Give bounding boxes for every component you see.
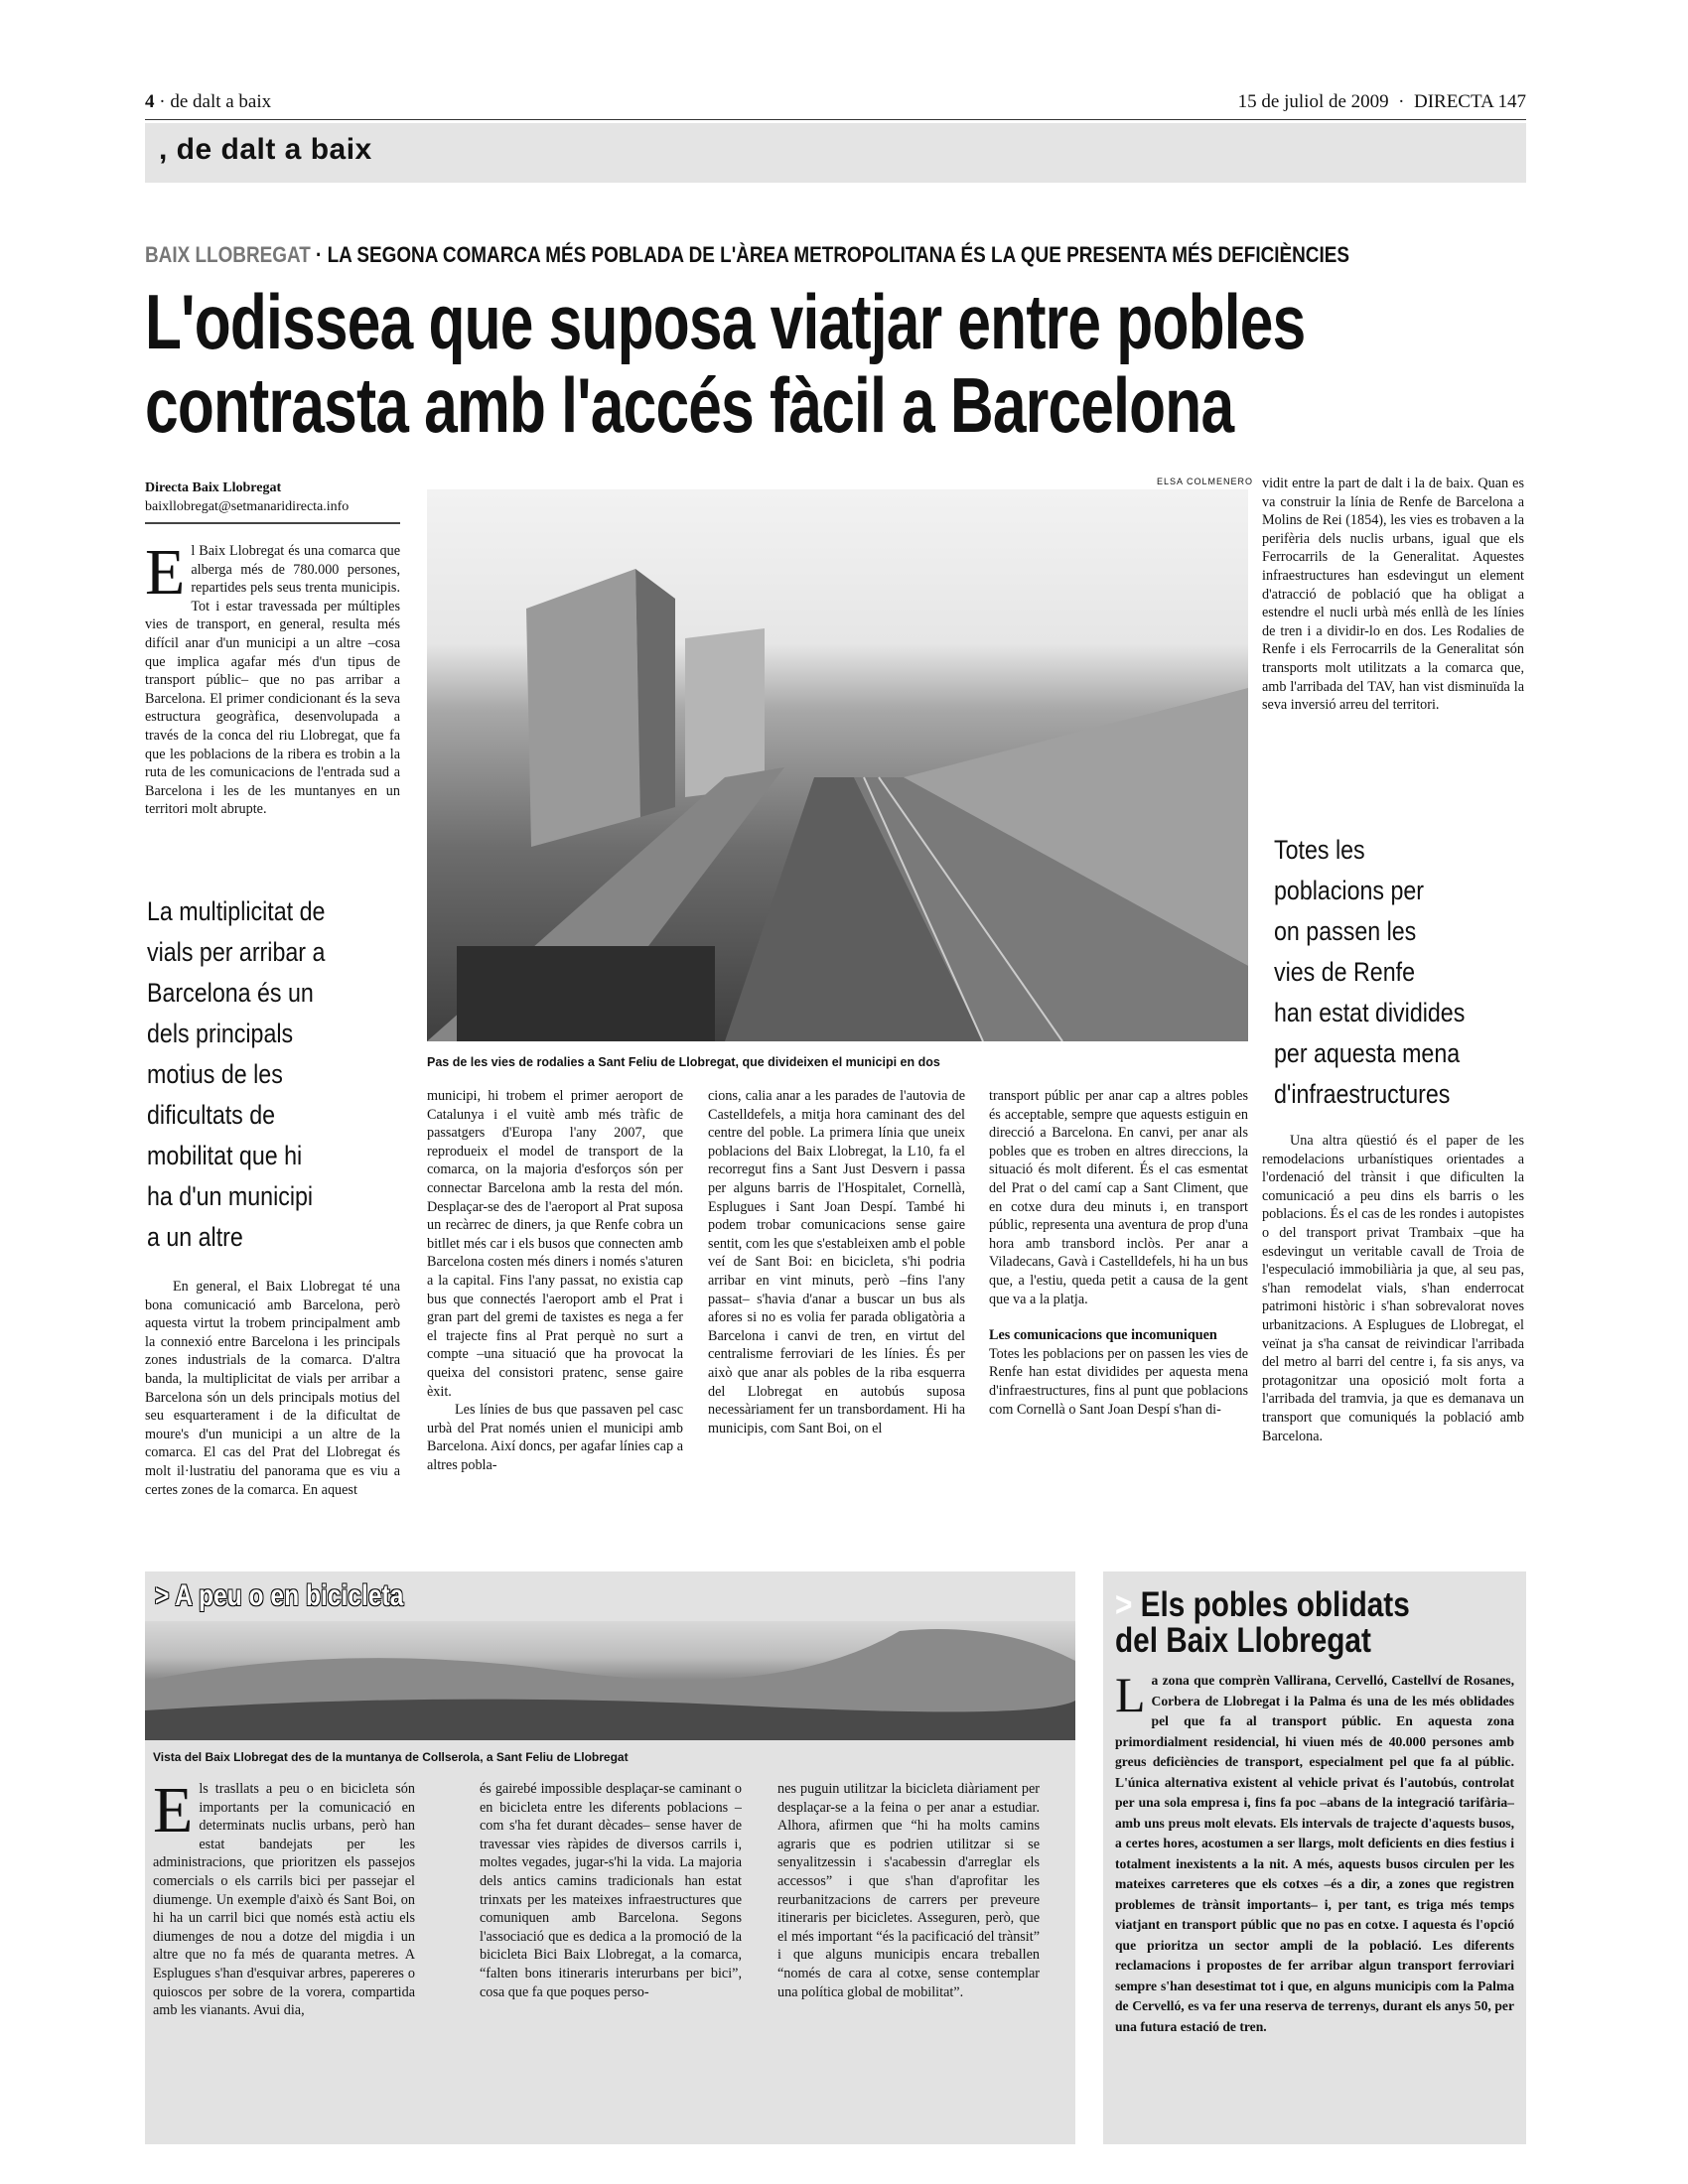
drop-cap: L [1115,1671,1146,1722]
paragraph: a zona que comprèn Vallirana, Cervelló, Castellví de Rosanes, Corbera de Llobregat i la Palma és una de les més oblidades pel que fa al transport públic. En aquesta zona primordialment residencial, hi viuen més de 40.000 persones amb greus deficiències de transport, especialment pel que fa al públic. L'única alternativa existent al vehicle privat és l'autobús, controlat per una sola empresa i, fins fa poc –abans de la integració tarifària– amb uns preus molt elevats. Els intervals de trajecte d'aquests busos, a certes hores, acostumen a ser llargs, molt deficients en dies festius i totalment inexistents a la nit. A més, aquests busos circulen per les mateixes carreteres que els cotxes –és a dir, a zones que registren problemes de trànsit importants– i, per tant, es triga més temps viatjant en transport públic que no pas en cotxe. I aquesta és l'opció que prioritza un sector ampli de la població. Les diferents reclamacions i propostes de fer arribar algun transport ferroviari sempre s'han desestimat tot i que, en alguns municipis com la Palma de Cervelló, es va fer una reserva de terrenys, durant els anys 50, per una futura estació de tren. [1115,1673,1514,2034]
pullquote-line: La multiplicitat de [147,896,326,926]
panorama-photo [145,1621,1075,1740]
article-col3 [708,1087,965,1544]
section-band [145,123,1526,183]
headline [145,280,1515,447]
article-col4 [989,1087,1248,1544]
article-col2 [427,1087,683,1544]
pullquote-line: dels principals [147,1019,294,1048]
landscape-image [145,1621,1075,1740]
paragraph: municipi, hi trobem el primer aeroport de Catalunya i el vuitè amb més tràfic de passatgers d'Europa l'any 2007, que reprodueix el model de transport de la comarca, on la majoria d'esforços són per connectar Barcelona amb la resta del món. Desplaçar-se des de l'aeroport al Prat suposa un recàrrec de diners, ja que Renfe cobra un bitllet més car i els busos que connecten amb Barcelona costen més diners i només s'aturen a la capital. Fins l'any passat, no existia cap bus que connectés l'aeroport amb el Prat i gran part del gremi de taxistes es nega a fer el trajecte fins al Prat perquè no surt a compte –una situació que ha provocat la queixa del consistori pratenc, sense gaire èxit. [427,1088,683,1400]
box-title-line: Els pobles oblidats [1132,1585,1410,1624]
paragraph: Una altra qüestió és el paper de les remodelacions urbanístiques orientades a l'ordenació del trànsit i que dificulten la comunicació a peu dins els barris o les poblacions. És el cas de les rondes i autopistes o del transport privat Trambaix –que ha esdevingut un veritable cavall de Troia de l'especulació immobiliària ja que, al seu pas, s'han remodelat vials, s'han enderrocat patrimoni històric i s'han sobrevalorat noves urbanitzacions. A Esplugues de Llobregat, el veïnat ja s'ha cansat de reivindicar l'arribada del metro al barri del centre i, fa sis anys, va protagonitzar una oposició molt forta a l'arribada del tramvia, ja que es demanava un transport que comuniqués la població amb Barcelona. [1262,1133,1524,1444]
paragraph: cions, calia anar a les parades de l'autovia de Castelldefels, a mitja hora caminant des del centre del poble. La primera línia que uneix poblacions del Baix Llobregat, la L10, fa el recorregut fins a Sant Just Desvern i passa per alguns barris de l'Hospitalet, Cornellà, Esplugues i Sant Joan Despí. També hi podem trobar comunicacions sense gaire sentit, com les que s'estableixen amb el poble veí de Sant Boi: en bicicleta, s'hi podria arribar en vint minuts, però –fins l'any passat– s'havia d'anar a buscar un bus als afores si no es volia fer parada obligatòria a Barcelona i canvi de tren, en virtut del centralisme ferroviari de les línies. És per això que anar als pobles de la riba esquerra del Llobregat en autobús suposa necessàriament fer un transbordament. Hi ha municipis, com Sant Boi, on el [708,1088,965,1436]
paragraph: En general, el Baix Llobregat té una bona comunicació amb Barcelona, però aquesta virtut la trobem principalment amb la connexió entre Barcelona i les principals zones industrials de la comarca. D'altra banda, la multiplicitat de vials per arribar a Barcelona són un dels principals motius del seu esquarterament i de la dificultat de moure's d'un municipi a un altre de la comarca. El cas del Prat del Llobregat és molt il·lustratiu del panorama que es viu a certes zones de la comarca. En aquest [145,1279,400,1498]
box-title [155,1579,403,1613]
byline-author: Directa Baix Llobregat [145,480,282,495]
paragraph: Totes les poblacions per on passen les vies de Renfe han estat dividides per aquesta mena d'infraestructures, fins al punt que poblacions com Cornellà o Sant Joan Despí s'han di- [989,1345,1248,1418]
paragraph: transport públic per anar cap a altres pobles és acceptable, sempre que aquests estiguin en direcció a Barcelona. En canvi, per anar als pobles que es troben en altres direccions, la situació és molt diferent. És el cas esmentat del Prat o del camí cap a Sant Climent, que en cotxe dura deu minuts i, en transport públic, representa una aventura de prop d'una hora amb transbord inclòs. Per anar a Viladecans, Gavà i Castelldefels, hi ha un bus que, a l'estiu, queda petit a causa de la gent que va a la platja. [989,1088,1248,1307]
article-lead [145,542,400,865]
main-photo [427,489,1248,1041]
kicker-area: BAIX LLOBREGAT [145,242,311,267]
folio-sep: · [1398,91,1405,112]
article-col1-p2 [145,1278,400,1541]
pullquote-right [1274,830,1547,1115]
pullquote-line: vies de Renfe [1274,957,1415,987]
article-col5-p2 [1262,1132,1524,1544]
headline-line-2: contrasta amb l'accés fàcil a Barcelona [145,361,1234,449]
pullquote-line: dificultats de [147,1100,276,1130]
box-title-line: del Baix Llobregat [1115,1621,1371,1660]
pullquote-line: vials per arribar a [147,937,326,967]
folio-right [1238,91,1526,113]
photo-credit: ELSA COLMENERO [1157,477,1254,486]
sidebar-box-walking-cycling [145,1571,1075,2144]
pullquote-line: on passen les [1274,916,1417,946]
lead-paragraph: l Baix Llobregat és una comarca que alberga més de 780.000 persones, repartides pels seus trenta municipis. Tot i estar travessada per múltiples vies de transport, en general, resulta més difícil anar d'un municipi a un altre –cosa que implica agafar més d'un tipus de transport públic– que no pas arribar a Barcelona. El primer condicionant és la seva estructura geogràfica, desenvolupada a través de la conca del riu Llobregat, que fa que les poblacions de la ribera es trobin a la ruta de les comunicacions de l'entrada sud a Barcelona i les de les muntanyes en un territori molt abrupte. [145,543,400,818]
box-text [1115,1671,1514,2137]
paragraph: Les línies de bus que passaven pel casc urbà del Prat només unien el municipi amb Barcelona. Així doncs, per agafar línies cap a altres pobla- [427,1402,683,1473]
headline-line-1: L'odissea que suposa viatjar entre pobles [145,278,1306,365]
pullquote-line: Barcelona és un [147,978,314,1008]
pullquote-line: poblacions per [1274,876,1425,905]
pullquote-line: ha d'un municipi [147,1181,314,1211]
header-rule [145,119,1526,120]
pullquote-line: a un altre [147,1222,243,1252]
section-label: , de dalt a baix [159,133,372,166]
paragraph: és gairebé impossible desplaçar-se caminant o en bicicleta entre les diferents poblacions –com s'ha fet durant dècades– sense haver de travessar vies ràpides de diversos carrils i, moltes vegades, jugar-s'hi la vida. La majoria dels antics camins tradicionals han estat trinxats per les mateixes infraestructures que comuniquen amb Barcelona. Segons l'associació que es dedica a la promoció de la bicicleta Bici Baix Llobregat, a la comarca, “falten bons itineraris interurbans per bici”, cosa que fa que poques perso- [480,1781,742,2000]
drop-cap: E [153,1780,194,1846]
paragraph: nes puguin utilitzar la bicicleta diàriament per desplaçar-se a la feina o per anar a estudiar. Alhora, afirmen que “hi ha molts camins agraris que es podrien utilitzar si se senyalitzessin i s'acabessin d'arreglar els accessos” i que s'han d'aprofitar les reurbanitzacions de carrers per preveure itineraris per bicicletes. Asseguren, però, que el més important “és la pacificació del trànsit” i que alguns municipis encara treballen “només de cara al cotxe, sense contemplar una política global de mobilitat”. [777,1781,1040,2000]
pullquote-line: d'infraestructures [1274,1079,1451,1109]
subhead: Les comunicacions que incomuniquen [989,1327,1217,1344]
box-col1 [153,1780,415,2132]
pullquote-line: han estat dividides [1274,998,1466,1027]
folio-left [145,91,271,113]
arrow-marker: > [1115,1585,1133,1624]
pullquote-line: per aquesta mena [1274,1038,1461,1068]
pullquote-line: motius de les [147,1059,283,1089]
paragraph: vidit entre la part de dalt i la de baix. Quan es va construir la línia de Renfe de Barcelona a Molins de Rei (1854), les vies es trobaven a la perifèria dels nuclis urbans, igual que els Ferrocarrils de la Generalitat. Aquestes infraestructures han esdevingut un element d'atracció de població que ha obligat a estendre el nucli urbà més enllà de les línies de tren i a dividir-lo en dos. Les Rodalies de Renfe i els Ferrocarrils de la Generalitat són transports molt utilitzats a la comarca que, amb l'arribada del TAV, han vist disminuïda la seva inversió arreu del territori. [1262,476,1524,714]
box-caption: Vista del Baix Llobregat des de la muntanya de Collserola, a Sant Feliu de Llobregat [153,1750,629,1764]
box-title-text: A peu o en bicicleta [169,1579,404,1612]
byline [145,478,400,524]
article-col5-p1 [1262,475,1524,807]
arrow-marker: > [155,1579,170,1612]
page-number: 4 [145,91,155,112]
folio-section: de dalt a baix [170,91,272,112]
pullquote-left [147,891,420,1258]
drop-cap: E [145,542,186,609]
folio-paper: DIRECTA 147 [1413,91,1526,112]
pullquote-line: Totes les [1274,835,1365,865]
photo-caption: Pas de les vies de rodalies a Sant Feliu de Llobregat, que divideixen el municipi en dos [427,1055,940,1069]
sidebar-box-forgotten-towns [1103,1571,1526,2144]
pullquote-line: mobilitat que hi [147,1141,303,1170]
kicker-text: · LA SEGONA COMARCA MÉS POBLADA DE L'ÀREA METROPOLITANA ÉS LA QUE PRESENTA MÉS DEFICIÈNCIES [310,242,1349,267]
paragraph: ls trasllats a peu o en bicicleta són importants per la comunicació en determinats nuclis urbans, però han estat bandejats per les administracions, que prioritzen els passejos comercials o els carrils bici per passejar el diumenge. Un exemple d'això és Sant Boi, on hi ha un carril bici que només està actiu els diumenges de nou a dotze del migdia i un altre que no fa més de quaranta metres. A Esplugues s'han d'esquivar arbres, papereres o quioscos per sobre de la vorera, compartida amb les vianants. Avui dia, [153,1781,415,2019]
byline-email[interactable]: baixllobregat@setmanaridirecta.info [145,499,350,514]
folio-date: 15 de juliol de 2009 [1237,91,1389,112]
box-title [1115,1587,1520,1659]
folio-sep: · [159,91,166,112]
box-col2 [480,1780,742,2132]
kicker [145,242,1349,268]
box-col3 [777,1780,1040,2132]
railway-street-image [427,489,1248,1041]
